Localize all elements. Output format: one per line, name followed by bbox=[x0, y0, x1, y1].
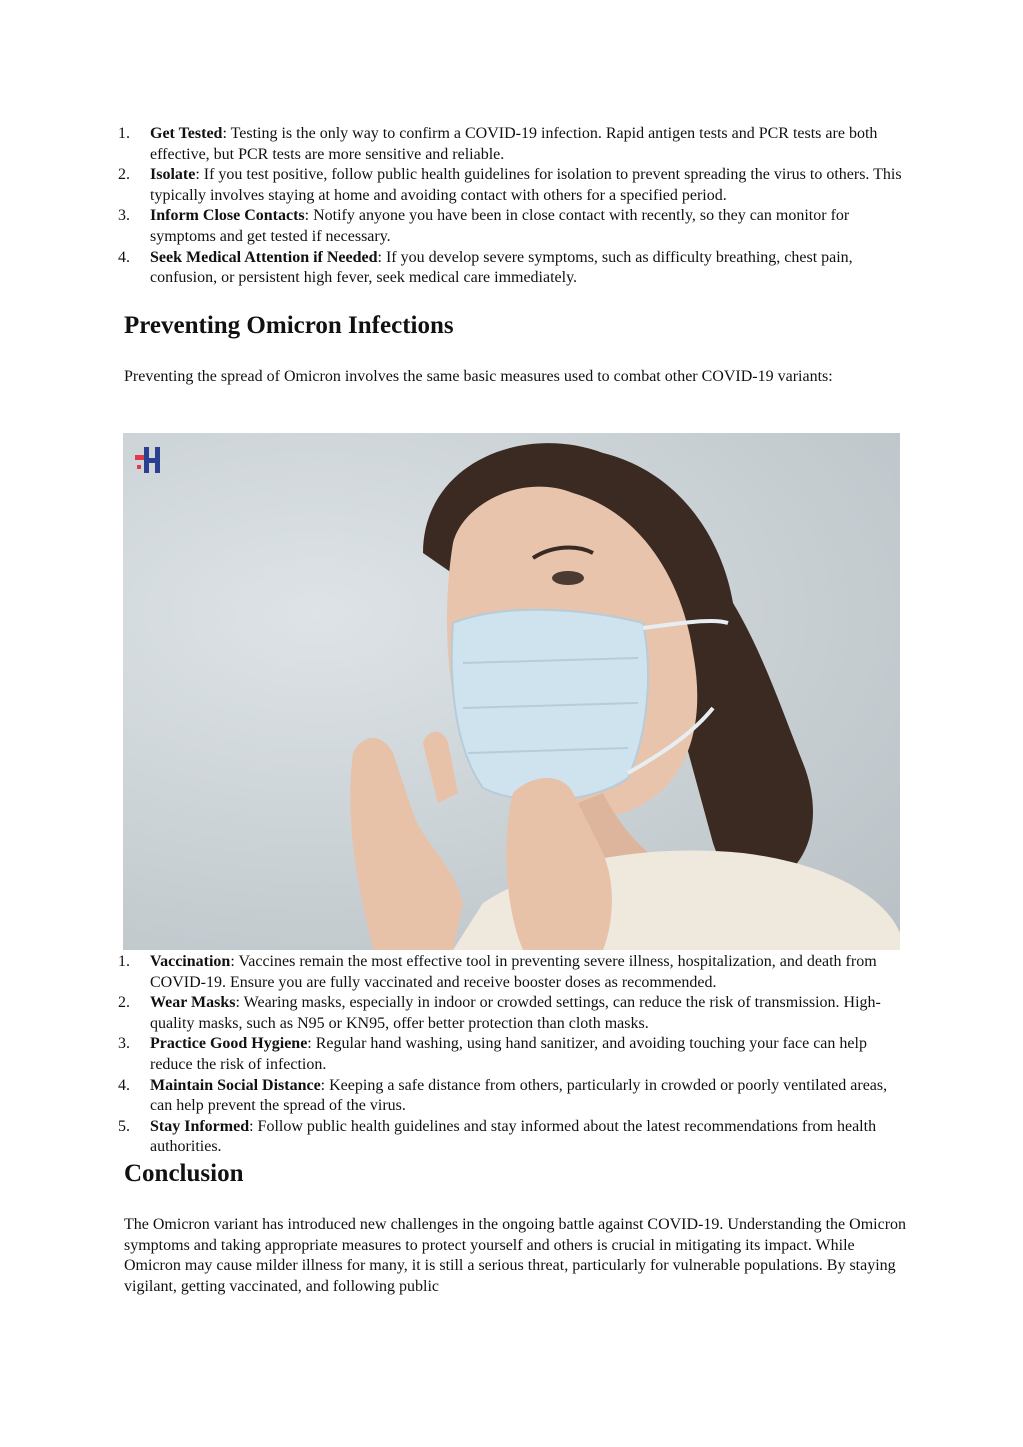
list-item: 3. Practice Good Hygiene: Regular hand washing, using hand sanitizer, and avoiding touching your face can help reduce the risk of infection. bbox=[118, 1035, 867, 1073]
site-logo-icon bbox=[135, 445, 167, 475]
list-item: 1. Vaccination: Vaccines remain the most effective tool in preventing severe illness, hospitalization, and death from COVID-19. Ensure you are fully vaccinated and receive booster doses as recommended. bbox=[118, 953, 877, 991]
list-item: 2. Isolate: If you test positive, follow public health guidelines for isolation to prevent spreading the virus to others. This typically involves staying at home and avoiding contact with others for a specified period. bbox=[118, 166, 902, 204]
section-heading-preventing: Preventing Omicron Infections bbox=[124, 312, 454, 339]
list-item: 3. Inform Close Contacts: Notify anyone you have been in close contact with recently, so they can monitor for symptoms and get tested if necessary. bbox=[118, 207, 850, 245]
photo-illustration bbox=[123, 433, 900, 950]
prevention-measures-list bbox=[0, 952, 1023, 1158]
list-item: 2. Wear Masks: Wearing masks, especially in indoor or crowded settings, can reduce the risk of transmission. High-quality masks, such as N95 or KN95, offer better protection than cloth masks. bbox=[118, 994, 881, 1032]
conclusion-paragraph: The Omicron variant has introduced new challenges in the ongoing battle against COVID-19. Understanding the Omicron symptoms and taking appropriate measures to protect yourself and others is crucial in mitigating its impact. While Omicron may cause milder illness for many, it is still a serious threat, particularly for vulnerable populations. By staying vigilant, getting vaccinated, and following public bbox=[124, 1216, 907, 1295]
testing-steps-list bbox=[0, 124, 1023, 289]
list-item: 4. Seek Medical Attention if Needed: If you develop severe symptoms, such as difficulty breathing, chest pain, confusion, or persistent high fever, seek medical care immediately. bbox=[118, 248, 853, 287]
section-intro: Preventing the spread of Omicron involves the same basic measures used to combat other COVID-19 variants: bbox=[124, 368, 833, 385]
list-item: 4. Maintain Social Distance: Keeping a safe distance from others, particularly in crowded or poorly ventilated areas, can help prevent the spread of the virus. bbox=[118, 1076, 888, 1115]
woman-wearing-mask-photo bbox=[123, 433, 900, 950]
list-item: 5. Stay Informed: Follow public health guidelines and stay informed about the latest recommendations from health authorities. bbox=[118, 1117, 877, 1156]
list-item: 1. Get Tested: Testing is the only way to confirm a COVID-19 infection. Rapid antigen tests and PCR tests are both effective, but PCR tests are more sensitive and reliable. bbox=[118, 125, 878, 163]
section-heading-conclusion: Conclusion bbox=[124, 1160, 244, 1187]
